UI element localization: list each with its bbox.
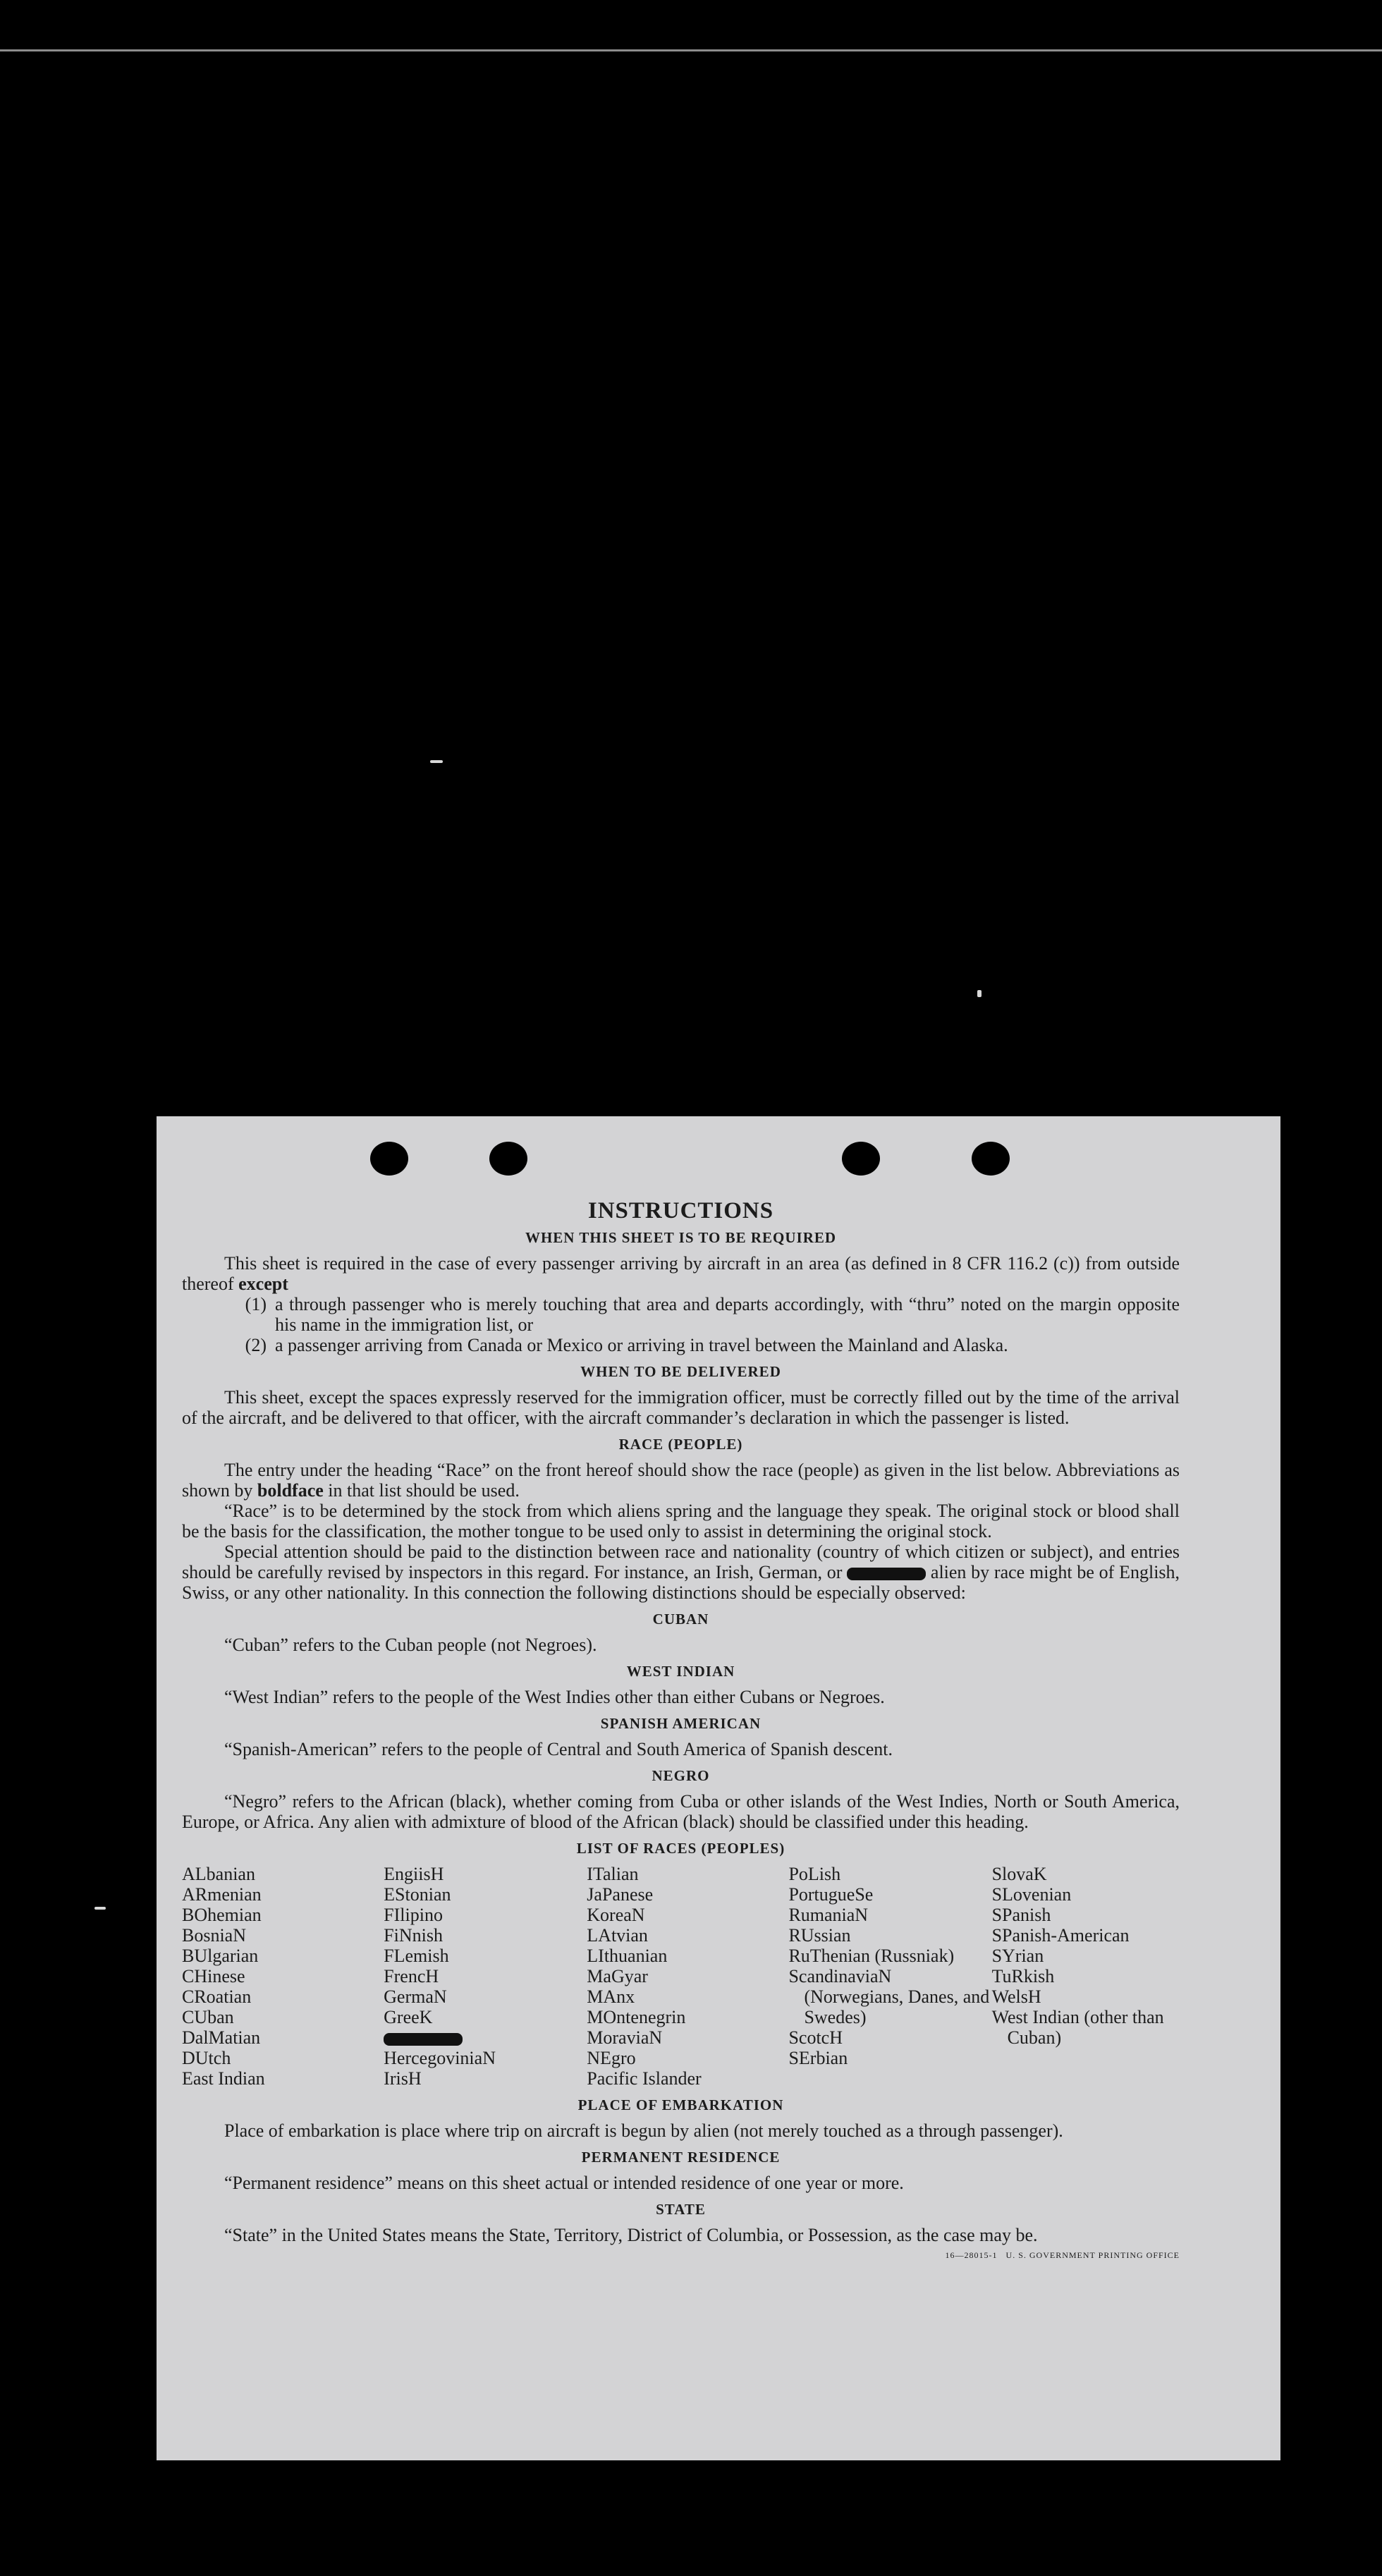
race-item: HercegoviniaN <box>384 2048 496 2068</box>
race-item: EStonian <box>384 1884 451 1905</box>
printer-name: U. S. GOVERNMENT PRINTING OFFICE <box>1005 2250 1180 2260</box>
punch-hole <box>972 1142 1010 1176</box>
when-required-intro: This sheet is required in the case of every passenger arriving by aircraft in an area (as defined in 8 CFR 116.2 (c)) from outside thereof except <box>182 1253 1180 1294</box>
dust-speck <box>430 760 443 763</box>
race-column <box>992 1864 1180 2089</box>
race-item: GreeK <box>384 2007 433 2027</box>
residence-text: “Permanent residence” means on this sheet actual or intended residence of one year or more. <box>224 2173 904 2193</box>
race-item: ScotcH <box>788 2027 843 2048</box>
race-column <box>788 1864 991 2089</box>
race-item: FiNnish <box>384 1925 443 1946</box>
race-item: RUssian <box>788 1925 851 1946</box>
state-text: “State” in the United States means the State, Territory, District of Columbia, or Possession, as the case may be. <box>224 2225 1038 2245</box>
race-column <box>587 1864 788 2089</box>
race-item: BUlgarian <box>182 1946 259 1966</box>
when-delivered-heading: WHEN TO BE DELIVERED <box>580 1363 781 1380</box>
when-required-heading: WHEN THIS SHEET IS TO BE REQUIRED <box>525 1229 837 1246</box>
race-item: WelsH <box>991 1986 1041 2007</box>
race-paragraph-3: Special attention should be paid to the distinction between race and nationality (country of which citizen or subject), and entries should be carefully revised by inspectors in this regard. For instance, an Irish, German, or alien by race might be of English, Swiss, or any other nationality. In this connection the following distinctions should be especially observed: <box>182 1542 1180 1603</box>
race-item: IrisH <box>384 2068 422 2089</box>
race-item: SErbian <box>788 2048 848 2068</box>
race-item: EngiisH <box>384 1864 444 1884</box>
exception-item: (2) a passenger arriving from Canada or Mexico or arriving in travel between the Mainland and Alaska. <box>245 1335 1008 1355</box>
form-number: 16—28015-1 <box>945 2250 998 2260</box>
race-item: SYrian <box>991 1946 1044 1966</box>
race-item: NEgro <box>587 2048 636 2068</box>
race-list-heading: LIST OF RACES (PEOPLES) <box>576 1840 785 1857</box>
dust-speck <box>977 990 982 997</box>
redaction-mark <box>384 2033 463 2046</box>
race-item: SLovenian <box>991 1884 1072 1905</box>
race-item: SlovaK <box>991 1864 1047 1884</box>
race-item: DalMatian <box>182 2027 261 2048</box>
punch-hole <box>370 1142 408 1176</box>
race-item: LIthuanian <box>587 1946 668 1966</box>
race-item: ARmenian <box>182 1884 262 1905</box>
punch-hole <box>489 1142 527 1176</box>
cuban-heading: CUBAN <box>652 1611 709 1628</box>
race-item: FrencH <box>384 1966 439 1986</box>
race-item: RumaniaN <box>788 1905 869 1925</box>
race-list <box>182 1864 1180 2089</box>
spanish-american-text: “Spanish-American” refers to the people of Central and South America of Spanish descent. <box>224 1739 893 1759</box>
race-item: BOhemian <box>182 1905 262 1925</box>
instruction-sheet <box>157 1116 1280 2460</box>
race-item: FIlipino <box>384 1905 443 1925</box>
west-indian-text: “West Indian” refers to the people of the West Indies other than either Cubans or Negroes. <box>224 1687 885 1707</box>
race-item: FLemish <box>384 1946 449 1966</box>
race-item: SPanish <box>991 1905 1051 1925</box>
race-item: PortugueSe <box>788 1884 874 1905</box>
race-item: GermaN <box>384 1986 447 2007</box>
race-item: DUtch <box>182 2048 231 2068</box>
race-item-redacted <box>384 2027 587 2048</box>
spanish-american-heading: SPANISH AMERICAN <box>600 1715 762 1732</box>
cuban-text: “Cuban” refers to the Cuban people (not Negroes). <box>224 1635 597 1655</box>
race-item: CRoatian <box>182 1986 252 2007</box>
footer-row <box>182 2245 1180 2266</box>
negro-text: “Negro” refers to the African (black), whether coming from Cuba or other islands of the West Indies, North or South America, Europe, or Africa. Any alien with admixture of blood of the African (black) should be classified under this heading. <box>182 1791 1180 1832</box>
exception-item: (1) a through passenger who is merely touching that area and departs accordingly, with “thru” noted on the margin opposite his name in the immigration list, or <box>245 1294 1180 1335</box>
race-column <box>384 1864 587 2089</box>
race-item: ScandinaviaN (Norwegians, Danes, and Swedes) <box>788 1966 990 2027</box>
west-indian-heading: WEST INDIAN <box>626 1663 735 1680</box>
residence-heading: PERMANENT RESIDENCE <box>581 2149 781 2166</box>
race-item: ITalian <box>587 1864 639 1884</box>
negro-heading: NEGRO <box>652 1767 710 1784</box>
race-item: JaPanese <box>587 1884 654 1905</box>
printer-imprint <box>946 2245 1180 2266</box>
race-item: West Indian (other than Cuban) <box>991 2007 1164 2048</box>
punch-hole <box>842 1142 880 1176</box>
embarkation-text: Place of embarkation is place where trip on aircraft is begun by alien (not merely touched as a through passenger). <box>224 2120 1063 2141</box>
race-item: LAtvian <box>587 1925 648 1946</box>
race-item: TuRkish <box>991 1966 1055 1986</box>
race-item: MoraviaN <box>587 2027 663 2048</box>
when-delivered-text: This sheet, except the spaces expressly reserved for the immigration officer, must be correctly filled out by the time of the arrival of the aircraft, and be delivered to that officer, with the aircraft commander’s declaration in which the passenger is listed. <box>182 1387 1180 1428</box>
race-item: KoreaN <box>587 1905 645 1925</box>
race-item: East Indian <box>182 2068 265 2089</box>
race-item: SPanish-American <box>991 1925 1130 1946</box>
page-title: INSTRUCTIONS <box>587 1198 774 1223</box>
top-rule <box>0 49 1382 51</box>
sheet-content <box>182 1198 1180 2266</box>
race-item: MAnx <box>587 1986 635 2007</box>
race-item: BosniaN <box>182 1925 246 1946</box>
race-item: MOntenegrin <box>587 2007 686 2027</box>
race-heading: RACE (PEOPLE) <box>618 1436 743 1453</box>
race-paragraph-1: The entry under the heading “Race” on the front hereof should show the race (people) as given in the list below. Abbreviations as shown by boldface in that list should be used. <box>182 1460 1180 1501</box>
embarkation-heading: PLACE OF EMBARKATION <box>577 2096 784 2113</box>
dust-speck <box>94 1907 106 1910</box>
race-paragraph-2: “Race” is to be determined by the stock from which aliens spring and the language they speak. The original stock or blood shall be the basis for the classification, the mother tongue to be used only to assist in determining the original stock. <box>182 1501 1180 1542</box>
race-item: Pacific Islander <box>587 2068 702 2089</box>
race-item: PoLish <box>788 1864 841 1884</box>
race-column <box>182 1864 384 2089</box>
race-item: CUban <box>182 2007 234 2027</box>
race-item: ALbanian <box>182 1864 255 1884</box>
race-item: MaGyar <box>587 1966 648 1986</box>
race-item: RuThenian (Russniak) <box>788 1946 955 1966</box>
race-item: CHinese <box>182 1966 245 1986</box>
redaction-mark <box>847 1568 926 1580</box>
state-heading: STATE <box>656 2201 706 2218</box>
